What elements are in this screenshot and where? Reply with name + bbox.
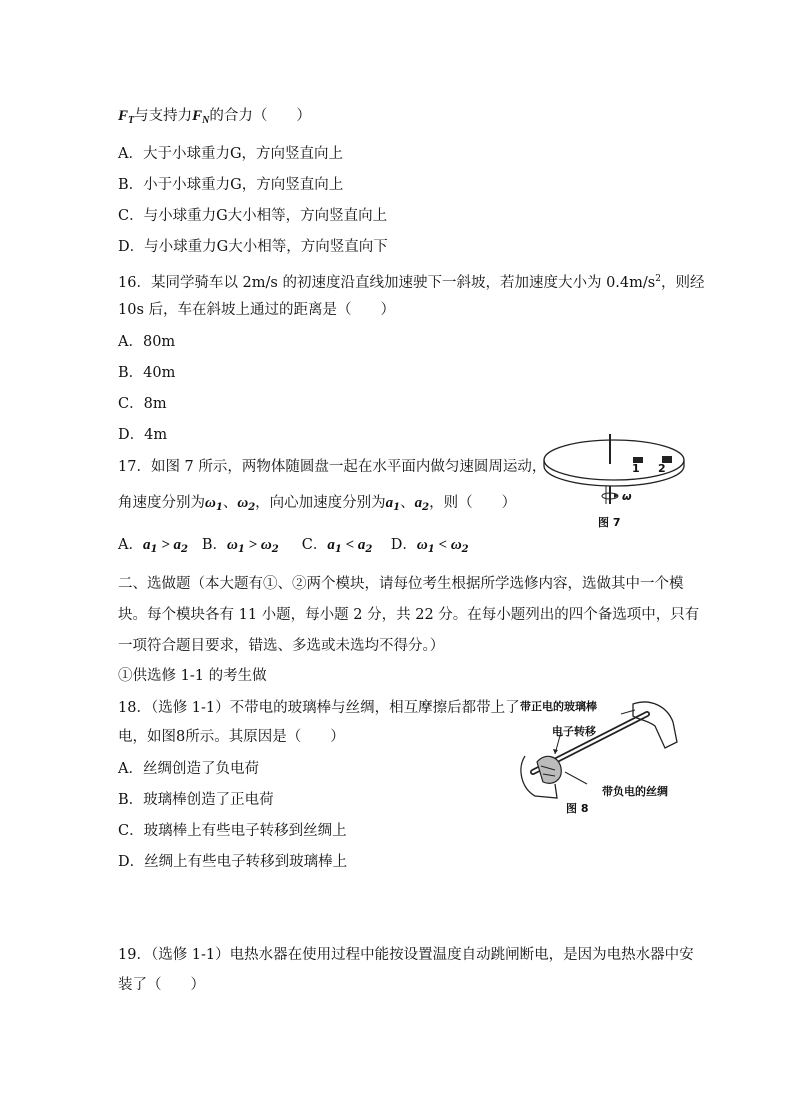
- section2-line2: 块。每个模块各有 11 小题，每小题 2 分，共 22 分。在每小题列出的四个备选项中，只有: [118, 607, 700, 623]
- section2-line4: ①供选修 1-1 的考生做: [118, 668, 267, 684]
- q19-line1: 19．（选修 1-1）电热水器在使用过程中能按设置温度自动跳闸断电，是因为电热水器中安: [118, 947, 694, 963]
- q18-option-a: A．丝绸创造了负电荷: [118, 761, 259, 777]
- figure-7-label-1: 1: [632, 462, 640, 475]
- q19-line2: 装了（ ）: [118, 977, 205, 993]
- q18-option-b: B．玻璃棒创造了正电荷: [118, 792, 274, 808]
- q18-option-d: D．丝绸上有些电子转移到玻璃棒上: [118, 854, 348, 870]
- figure-8-label-glass-rod: 带正电的玻璃棒: [520, 700, 597, 713]
- q18-line2: 电，如图8所示。其原因是（ ）: [118, 729, 345, 745]
- q17-line1: 17．如图 7 所示，两物体随圆盘一起在水平面内做匀速圆周运动，: [118, 459, 547, 475]
- q16-option-d: D．4m: [118, 427, 168, 443]
- q15-option-c: C．与小球重力G大小相等，方向竖直向上: [118, 208, 388, 224]
- q15-option-a: A．大于小球重力G，方向竖直向上: [118, 146, 344, 162]
- q16-line2: 10s 后，车在斜坡上通过的距离是（ ）: [118, 302, 395, 318]
- q18-line1: 18．（选修 1-1）不带电的玻璃棒与丝绸，相互摩擦后都带上了: [118, 700, 520, 716]
- q16-line1: 16．某同学骑车以 2m/s 的初速度沿直线加速驶下一斜坡，若加速度大小为 $0.4m/s^2$，则经: [118, 274, 705, 291]
- fn-symbol: $F_N$: [192, 108, 210, 126]
- figure-7-caption: 图 7: [598, 516, 621, 529]
- ft-symbol: $F_T$: [118, 108, 135, 126]
- q16-option-c: C．8m: [118, 396, 167, 412]
- figure-7-label-2: 2: [658, 462, 666, 475]
- figure-8-caption: 图 8: [566, 802, 589, 815]
- q18-option-c: C．玻璃棒上有些电子转移到丝绸上: [118, 823, 347, 839]
- q16-option-a: A．80m: [118, 334, 176, 350]
- section2-line1: 二、选做题（本大题有①、②两个模块，请每位考生根据所学选修内容，选做其中一个模: [118, 576, 684, 592]
- section2-line3: 一项符合题目要求，错选、多选或未选均不得分。）: [118, 638, 445, 654]
- q17-line2: 角速度分别为$\omega_1$、$\omega_2$，向心加速度分别为$a_1$、$a_2$，则（ ）: [118, 495, 517, 513]
- q15-option-b: B．小于小球重力G，方向竖直向上: [118, 177, 344, 193]
- figure-8-label-silk: 带负电的丝绸: [602, 785, 668, 798]
- q16-option-b: B．40m: [118, 365, 176, 381]
- q15-option-d: D．与小球重力G大小相等，方向竖直向下: [118, 239, 388, 255]
- q15-intro: $F_T$与支持力$F_N$的合力（ ）: [118, 108, 311, 126]
- figure-7-omega: ω: [622, 490, 632, 503]
- figure-8-label-electron-transfer: 电子转移: [552, 725, 596, 738]
- q17-options: A．$a_1 > a_2$ B．$\omega_1 > \omega_2$ C．$a_1 < a_2$ D．$\omega_1 < \omega_2$: [118, 537, 469, 555]
